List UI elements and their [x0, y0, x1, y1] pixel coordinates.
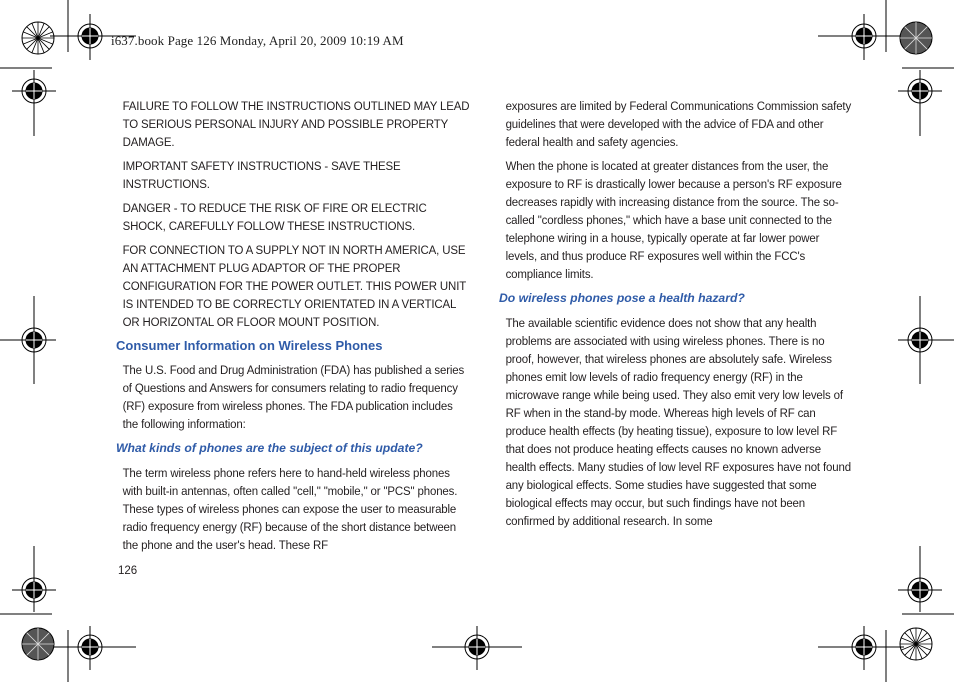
page-number: 126 [118, 565, 138, 577]
question-heading: What kinds of phones are the subject of this update? [116, 441, 423, 455]
right-column [499, 97, 852, 536]
registration-target [50, 626, 136, 670]
safety-instructions-paragraph: IMPORTANT SAFETY INSTRUCTIONS - SAVE THESE INSTRUCTIONS. [122, 159, 401, 191]
distance-exposure-paragraph: When the phone is located at greater distances from the user, the exposure to RF is drastically lower because a person's RF exposure decreases rapidly with increasing distance from the source. The so-called "cordless phones," which have a base unit connected to the telephone wiring in a house, typically operate at far lower power levels, and thus produce RF exposures well within the FCC's compliance limits. [505, 159, 842, 281]
wireless-phone-definition-paragraph: The term wireless phone refers here to hand-held wireless phones with built-in antennas, often called "cell," "mobile," or "PCS" phones. These types of wireless phones can expose the user to measurable radio frequency energy (RF) because of the short distance between the phone and the user's head. These RF [122, 466, 458, 552]
section-heading: Consumer Information on Wireless Phones [116, 338, 383, 353]
registration-target [818, 14, 904, 60]
warning-paragraph: FAILURE TO FOLLOW THE INSTRUCTIONS OUTLINED MAY LEAD TO SERIOUS PERSONAL INJURY AND POSSIBLE PROPERTY DAMAGE. [122, 99, 470, 149]
left-column [116, 97, 470, 560]
rf-limits-paragraph: exposures are limited by Federal Communications Commission safety guidelines that were developed with the advice of FDA and other federal health and safety agencies. [505, 99, 852, 149]
registration-target [0, 296, 56, 384]
fda-intro-paragraph: The U.S. Food and Drug Administration (FDA) has published a series of Questions and Answers for consumers relating to radio frequency (RF) exposure from wireless phones. The FDA publication includes the following information: [122, 363, 465, 431]
scientific-evidence-paragraph: The available scientific evidence does not show that any health problems are associated with using wireless phones. There is no proof, however, that wireless phones are absolutely safe. Wireless phones emit low levels of radio frequency energy (RF) in the microwave range while being used. They also emit very low levels of RF when in the stand-by mode. Whereas high levels of RF can produce health effects (by heating tissue), exposure to low level RF that does not produce heating effects causes no known adverse health effects. Many studies of low level RF exposures have not found any biological effects. Some studies have suggested that some biological effects may occur, but such findings have not been confirmed by additional research. In some [505, 316, 851, 528]
registration-target [818, 626, 904, 670]
registration-target [12, 70, 56, 136]
starburst-target [900, 628, 932, 660]
question-heading: Do wireless phones pose a health hazard? [499, 291, 745, 305]
registration-target [12, 546, 56, 612]
book-slug-line: i637.book Page 126 Monday, April 20, 2009 10:19 AM [111, 33, 404, 48]
danger-paragraph: DANGER - TO REDUCE THE RISK OF FIRE OR ELECTRIC SHOCK, CAREFULLY FOLLOW THESE INSTRUCTIONS. [122, 201, 427, 233]
starburst-target [22, 22, 54, 54]
starburst-target [22, 628, 54, 660]
registration-target [898, 70, 942, 136]
connection-paragraph: FOR CONNECTION TO A SUPPLY NOT IN NORTH AMERICA, USE AN ATTACHMENT PLUG ADAPTOR OF THE PROPER CONFIGURATION FOR THE POWER OUTLET. THIS POWER UNIT IS INTENDED TO BE CORRECTLY ORIENTATED IN A VERTICAL OR HORIZONTAL OR FLOOR MOUNT POSITION. [122, 243, 466, 329]
registration-target [898, 546, 942, 612]
registration-target [432, 626, 522, 670]
registration-target [898, 296, 954, 384]
starburst-target [900, 22, 932, 54]
